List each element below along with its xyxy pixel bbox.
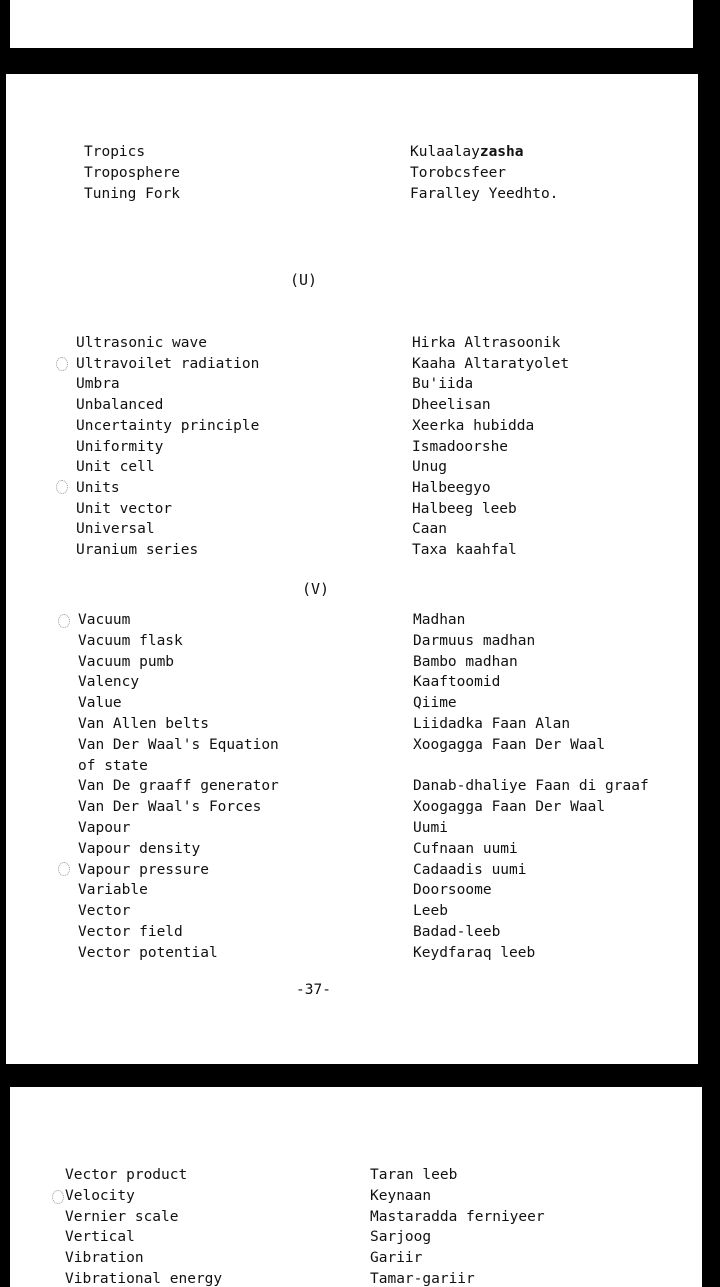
english-term: Vapour density	[78, 840, 201, 857]
somali-term: Unug	[412, 459, 447, 476]
glossary-row	[6, 901, 698, 922]
glossary-row	[6, 839, 698, 860]
previous-page-fragment	[10, 0, 693, 48]
english-term: Tropics	[84, 144, 146, 160]
english-term: of state	[78, 757, 148, 774]
glossary-row	[6, 735, 698, 756]
glossary-row	[6, 631, 698, 652]
somali-term: Bambo madhan	[413, 653, 518, 670]
english-term: Vector	[78, 903, 131, 920]
glossary-row	[6, 880, 698, 901]
glossary-row	[6, 776, 698, 797]
glossary-row	[6, 437, 698, 458]
english-term: Vernier scale	[65, 1208, 179, 1225]
somali-term: Kaaha Altaratyolet	[412, 355, 570, 372]
english-term: Velocity	[65, 1187, 135, 1204]
scan-speck	[58, 862, 70, 876]
somali-term: Caan	[412, 521, 447, 538]
glossary-row	[6, 499, 698, 520]
glossary-row	[6, 354, 698, 375]
somali-term: Badad-leeb	[413, 924, 501, 940]
english-term: Vertical	[65, 1229, 135, 1246]
somali-term: Xeerka hubidda	[412, 417, 535, 434]
english-term: Value	[78, 695, 122, 712]
somali-term: Doorsoome	[413, 882, 492, 899]
glossary-row	[6, 756, 698, 777]
somali-term: Madhan	[413, 612, 466, 628]
glossary-row	[6, 693, 698, 714]
somali-term: Torobcsfeer	[410, 165, 507, 181]
english-term: Universal	[76, 521, 155, 538]
page-number: -37-	[296, 982, 331, 998]
glossary-row	[6, 184, 698, 205]
english-term: Ultravoilet radiation	[76, 355, 260, 372]
somali-term: Taran leeb	[370, 1167, 458, 1183]
glossary-row	[6, 457, 698, 478]
scan-speck	[52, 1190, 64, 1204]
english-term: Vacuum flask	[78, 632, 183, 649]
english-term: Vapour pressure	[78, 861, 209, 878]
english-term: Van De graaff generator	[78, 778, 279, 795]
english-term: Unbalanced	[76, 397, 164, 414]
section-heading-u: (U)	[290, 271, 318, 289]
somali-term: Mastaradda ferniyeer	[370, 1208, 545, 1225]
somali-term: Danab-dhaliye Faan di graaf	[413, 778, 649, 795]
english-term: Vapour	[78, 820, 131, 836]
english-term: Vibrational energy	[65, 1271, 223, 1287]
glossary-row	[6, 142, 698, 163]
glossary-row	[10, 1248, 702, 1269]
glossary-row	[6, 519, 698, 540]
scan-speck	[56, 357, 68, 371]
somali-term: Dheelisan	[412, 397, 491, 414]
somali-term: Leeb	[413, 903, 448, 920]
english-term: Ultrasonic wave	[76, 335, 207, 351]
next-page	[10, 1087, 702, 1287]
english-term: Uncertainty principle	[76, 417, 260, 434]
glossary-page	[6, 74, 698, 1064]
english-term: Vector potential	[78, 944, 218, 961]
glossary-row	[6, 652, 698, 673]
somali-term: Faralley Yeedhto.	[410, 186, 559, 202]
somali-term: Tamar-gariir	[370, 1271, 475, 1287]
somali-term: Keynaan	[370, 1187, 432, 1204]
glossary-row	[6, 163, 698, 184]
english-term: Umbra	[76, 376, 120, 393]
somali-term: Kaaftoomid	[413, 674, 501, 691]
glossary-row	[6, 416, 698, 437]
somali-term: Qiime	[413, 695, 457, 712]
scan-speck	[58, 614, 70, 628]
english-term: Van Der Waal's Equation	[78, 736, 279, 753]
english-term: Unit cell	[76, 459, 155, 476]
somali-term: Ismadoorshe	[412, 438, 509, 455]
glossary-row	[10, 1186, 702, 1207]
glossary-row	[10, 1165, 702, 1186]
glossary-row	[6, 395, 698, 416]
somali-term: Bu'iida	[412, 376, 474, 393]
english-term: Vector product	[65, 1167, 188, 1183]
glossary-row	[6, 478, 698, 499]
glossary-row	[10, 1269, 702, 1287]
english-term: Vibration	[65, 1250, 144, 1267]
somali-term: Halbeegyo	[412, 479, 491, 496]
somali-term: Uumi	[413, 820, 448, 836]
english-term: Valency	[78, 674, 140, 691]
glossary-row	[6, 797, 698, 818]
english-term: Uniformity	[76, 438, 164, 455]
section-heading-v: (V)	[302, 580, 330, 598]
glossary-row	[10, 1207, 702, 1228]
glossary-row	[10, 1227, 702, 1248]
english-term: Van Der Waal's Forces	[78, 799, 262, 816]
glossary-row	[6, 922, 698, 943]
glossary-row	[6, 672, 698, 693]
somali-term: Gariir	[370, 1250, 423, 1267]
somali-term: Kulaalayzasha	[410, 144, 524, 160]
somali-term: Cufnaan uumi	[413, 840, 518, 857]
glossary-row	[6, 943, 698, 964]
glossary-row	[6, 818, 698, 839]
scan-speck	[56, 480, 68, 494]
somali-term: Xoogagga Faan Der Waal	[413, 799, 606, 816]
somali-term: Halbeeg leeb	[412, 500, 517, 517]
glossary-row	[6, 610, 698, 631]
somali-term: Cadaadis uumi	[413, 861, 527, 878]
glossary-row	[6, 860, 698, 881]
english-term: Troposphere	[84, 165, 181, 181]
english-term: Van Allen belts	[78, 716, 209, 732]
english-term: Uranium series	[76, 542, 199, 558]
english-term: Vector field	[78, 924, 183, 940]
english-term: Unit vector	[76, 500, 173, 517]
english-term: Variable	[78, 882, 148, 899]
glossary-row	[6, 540, 698, 561]
somali-term: Sarjoog	[370, 1229, 432, 1246]
somali-term: Darmuus madhan	[413, 632, 536, 649]
english-term: Vacuum	[78, 612, 131, 628]
somali-term: Taxa kaahfal	[412, 542, 517, 558]
english-term: Tuning Fork	[84, 186, 181, 202]
somali-term: Keydfaraq leeb	[413, 944, 536, 961]
english-term: Units	[76, 479, 120, 496]
glossary-row	[6, 333, 698, 354]
glossary-row	[6, 714, 698, 735]
somali-term: Liidadka Faan Alan	[413, 716, 571, 732]
glossary-row	[6, 374, 698, 395]
somali-term: Xoogagga Faan Der Waal	[413, 736, 606, 753]
somali-term: Hirka Altrasoonik	[412, 335, 561, 351]
english-term: Vacuum pumb	[78, 653, 175, 670]
